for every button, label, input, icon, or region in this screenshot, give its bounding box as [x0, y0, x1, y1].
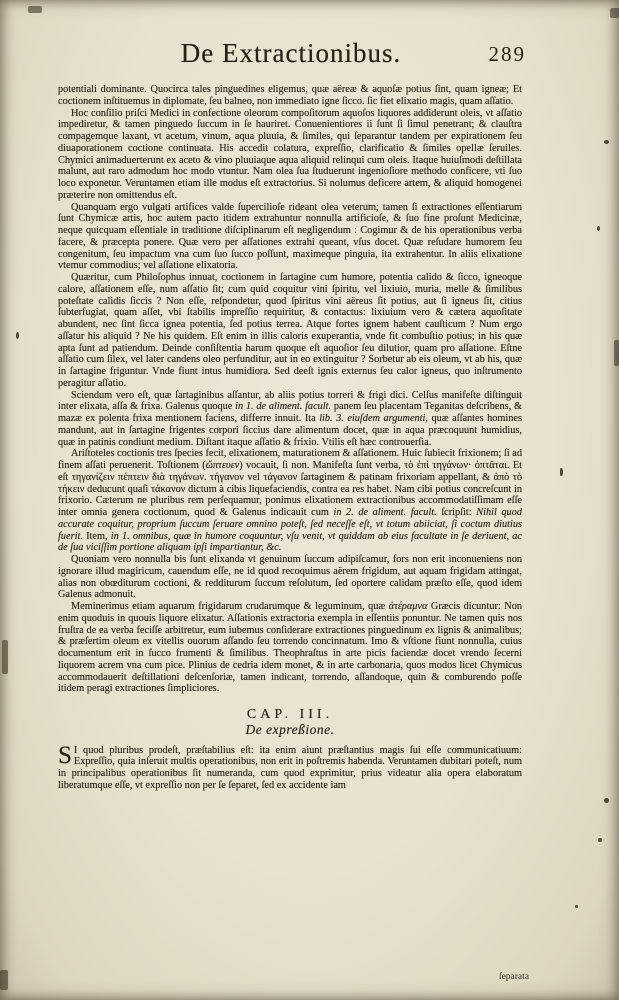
paragraph: [58, 554, 522, 601]
scan-speck: [598, 838, 602, 842]
text-segment: ſcripſit:: [436, 507, 477, 518]
scan-smudge: [614, 340, 619, 366]
page-header: [60, 38, 526, 72]
paragraph: [58, 202, 522, 273]
text-segment: Hoc conſilio priſci Medici in confectione oleorum compoſitorum aquoſos liquores addiderunt oleis, vt aſſatio impediretur, & tamen pinguedo ſuccum in ſe hauriret. Conuenientiores ii ſunt ſi ſimul penetrant; & clauſtra compagemque laxant, vt acetum, vinum, aqua pluuia, & ſimiles, qui ſeparantur tandem per expirationem ſeu diuaporationem coctione continuata. His accedit colatura, expreſſio, clarificatio & ſimiles opellæ ſeruiles. Chymici animaduerterunt ex aceto & vino pluuiaque aqua aliquid relinqui cum oleis. Itaque huiuſmodi deſtillata malunt, aut raro admodum hoc modo vtuntur. Nam olea ſua ſtuduerunt ingenioſiore methodo conficere, vti ſuo loco exponetur. Veruntamen etiam ille modus eſt extractorius. Si nolumus deficere artem, & aliquid homogenei præterire non omittendus eſt.: [58, 107, 522, 201]
chapter-heading: CAP. III.: [246, 707, 334, 722]
text-segment: Quæritur, cum Philoſophus innuat, coctionem in ſartagine cum humore, potentia calido & ſicco, igneoque calore, aſſationem eſſe, num aſſatio ſit; cum quid coquitur vini ſpiritu, vel lixiuio, muria, melle & ſimilibus poteſtate calidis ſiccis ? Non eſſe, reſpondetur, quod ſpiritus vini aëreus ſit potius, aut ſi igneus ſit, citius ſubterfugiat, quam aſſet, vbi ſtabilis impreſſio requiritur, & contactus: lixiuium vero & cætera aquoſitate abundent, nec ſint ſicca ignea potentia, ſed potius terrea. Atque fortes ignem habent cauſticum ? Num ergo aſſatur his aliquid ? Ne his quidem. Eſt enim in illis caloris exuperantia, vnde fit combuſtio potius; in his quæ apta ſunt ad patiendum. Deinde conſiſtentia harum quoque eſt aquoſior ſeu dilutior, quam pro aſſatione. Eſtne aſſatio cum ſilex, vel later candens oleo perfunditur, aut in eo extinguitur ? Sorbetur ab eis oleum, vt ab his, quæ in ſartagine friguntur. Vnde fiunt intus humidiora. Sed deeſt ignis externus ſeu calor igneus, quo inſtrumento peragitur aſſatio.: [58, 272, 522, 389]
text-segment: Ariſtoteles coctionis tres ſpecies fecit, elixationem, maturationem & aſſationem. Huic ſubiecit frixionem; ſi ad finem aſſati peruenerit. Toſtionem (: [58, 448, 522, 471]
body-text: [58, 84, 522, 792]
text-segment: Quoniam vero nonnulla bis ſunt elixanda vt genuinum ſuccum adipiſcamur, fors non erit inconueniens non ignorare illud magiricum, cauendum eſſe, ne id quod recoquimus aërem frigidum, aut aquam frigidam attingat, alias non obœditurum coctioni, & redditurum ſuccum reſolutum, ſed oportere calidam præſto eſſe, quod idem Galenus admonuit.: [58, 554, 522, 601]
text-segment: potentiali dominante. Quocirca tales pinguedines eligemus, quæ aëreæ & aquoſæ potius ſint, quam igneæ; Et coctionem inſtituemus in diplomate, ſeu balneo, non immediato igne ſicco. ſic fiet elixatio magis, quam aſſatio.: [58, 84, 522, 107]
paragraph: [58, 390, 522, 449]
text-segment: Græcis dicuntur: Non enim quoduis in quouis liquore elixatur. Aſſationis extractoria exempla in eſſentiis ponuntur. Ne tamen quis nos fruſtra de ea verba feciſſe arbitretur, eum iubemus conſiderare extractiones pinguedinum ex lignis & animalibus; & præſertim oleum ex vitellis ouorum aſſando ſeu torrendo concinnatum. Imo & vſtione fiunt nonnulla, cuius documentum erit in ſucco frumenti & ſimilibus. Theophraſtus in arte picis faciendæ docet vrendo ſecerni liquorem acrem vna cum pice. Plinius de cedria idem monet, & in arte carbonaria, quos modos licet Chymicus accommodauerit deſtillationi deſcenſoriæ, tamen indicant, torrendo, aſſandoque, quin & comburendo poſſe itidem peragi extractiones ſimpliciores.: [58, 601, 522, 695]
text-segment: ) vocauit, ſi non. Manifeſta ſunt verba, τὸ ἐπὶ τηγάνων· ὀπτᾶται. Et eſt τηγανίζειν πέπτειν διὰ τηγάνων. τήγανον vel τάγανον ſartaginem & patinam frixoriam appellant, & ἀπὸ τὸ τήκειν deducunt quaſi τάκανον dictum à cibis liquefaciendis, contra ea res habet. Nam cibi potius concreſcunt in frixorio. Cæterum ne pluribus rem perſequamur, ponimus elixationem extractionibus accommodatiſſimam eſſe inter omnia genera coctionum, quod & Galenus indicauit cum: [58, 460, 522, 518]
paragraph: [58, 741, 522, 792]
scan-speck: [597, 226, 600, 231]
paragraph: [58, 272, 522, 390]
paragraph: [58, 108, 522, 202]
paragraph: [58, 448, 522, 554]
paragraph: [58, 601, 522, 695]
text-segment: panem ſeu placentam Teganitas deſcribens, & mazæ ex polenta frixa mentionem faciens, differre innuit. Ita: [58, 401, 522, 424]
text-segment: Item,: [82, 530, 111, 542]
text-segment: I quod pluribus prodeſt, præſtabilius eſt: ita enim aiunt præſtantius magis ſui eſſe communicatiuum: Expreſſio, quia inſeruit multis operationibus, non erit in poſtremis habenda. Veruntamen dubitari poteſt, num in principalibus operationibus ſit numeranda, cum quod exprimitur, prius videatur alia opera elaboratum liberatumque eſſe, vt expreſſio non per ſe ſeparet, ſed ex accidente iam: [58, 744, 522, 791]
text-segment: in 2. de aliment. facult.: [333, 507, 437, 518]
scan-smudge: [2, 640, 8, 674]
page-number: 289: [488, 42, 526, 66]
drop-cap: S: [58, 741, 72, 769]
final-paragraph-host: [58, 741, 522, 792]
text-segment: in 1. omnibus, quæ in humore coquuntur, vſu venit, vt quiddam ab eius facultate in ſe deriuent, ac de ſua viciſſim portione aliquam ipſi impartiantur, &c.: [58, 530, 523, 554]
text-segment: in 1. de aliment. facult.: [235, 401, 332, 413]
text-segment: Quanquam ergo vulgati artifices valde ſupercilioſe rideant olea veterum; tamen ſi extractiones eſſentiarum ſunt Chymicæ artis, hoc autem pacto itidem extrahuntur nonnulla artificioſe, & ſuo fine proſunt Medicinæ, neque quicquam eſſentiale in traditione diſciplinarum eſt negligendum : Cogimur & de his operationibus verba facere, & præcepta ponere. Quæ vero per aſſationes extrahi queant, vſus docet. Quæ reſudare humorem ſeu congenitum, ſeu impactum vna cum ſuo ſucco poſſunt, maximeque pinguia, ita extrahentur. In aliis elixatione vtemur commodius; vel aſſatione elixatoria.: [58, 201, 522, 272]
scan-smudge: [0, 970, 8, 990]
text-segment: Meminerimus etiam aquarum frigidarum crudarumque & leguminum, quæ: [71, 601, 389, 612]
text-segment: lib. 3. eiuſdem argumenti,: [319, 413, 428, 424]
scan-speck: [16, 332, 19, 339]
text-segment: ἀτέραμνα: [388, 601, 428, 612]
paragraph: [58, 84, 522, 108]
scan-smudge: [610, 8, 619, 18]
scan-speck: [604, 798, 609, 803]
text-segment: Sciendum vero eſt, quæ ſartaginibus aſſantur, ab aliis potius torreri & frigi dici. Celſus manifeſte diſtinguit inter elixata, aſſa & frixa. Galenus quoque: [58, 389, 522, 413]
scan-speck: [575, 905, 578, 908]
chapter-subtitle: De expreßione.: [245, 721, 335, 737]
text-segment: quæ aſſantes homines mandunt, aut in ſartagine frigentes corpori ſiccius dare alimentum docet, quæ in aqua præcoquunt humidius, quæ in patinis condiunt medium. Diſtant itaque aſſatio & frixio. Vtilis eſt hæc controuerſia.: [58, 413, 522, 448]
scan-speck: [604, 140, 609, 144]
text-segment: ὤπτευεν: [205, 460, 240, 471]
text-segment: Nihil quod accurate coquitur, proprium ſuccum ſeruare omnino poteſt, ſed neceſſe eſt, vt totum abiiciat, ſi coctum diutius fuerit.: [58, 507, 522, 542]
scan-speck: [560, 468, 563, 476]
chapter-block: [58, 709, 522, 736]
catchword: ſeparata: [498, 972, 529, 982]
scan-smudge: [28, 6, 42, 13]
page-title: De Extractionibus.: [180, 38, 402, 68]
